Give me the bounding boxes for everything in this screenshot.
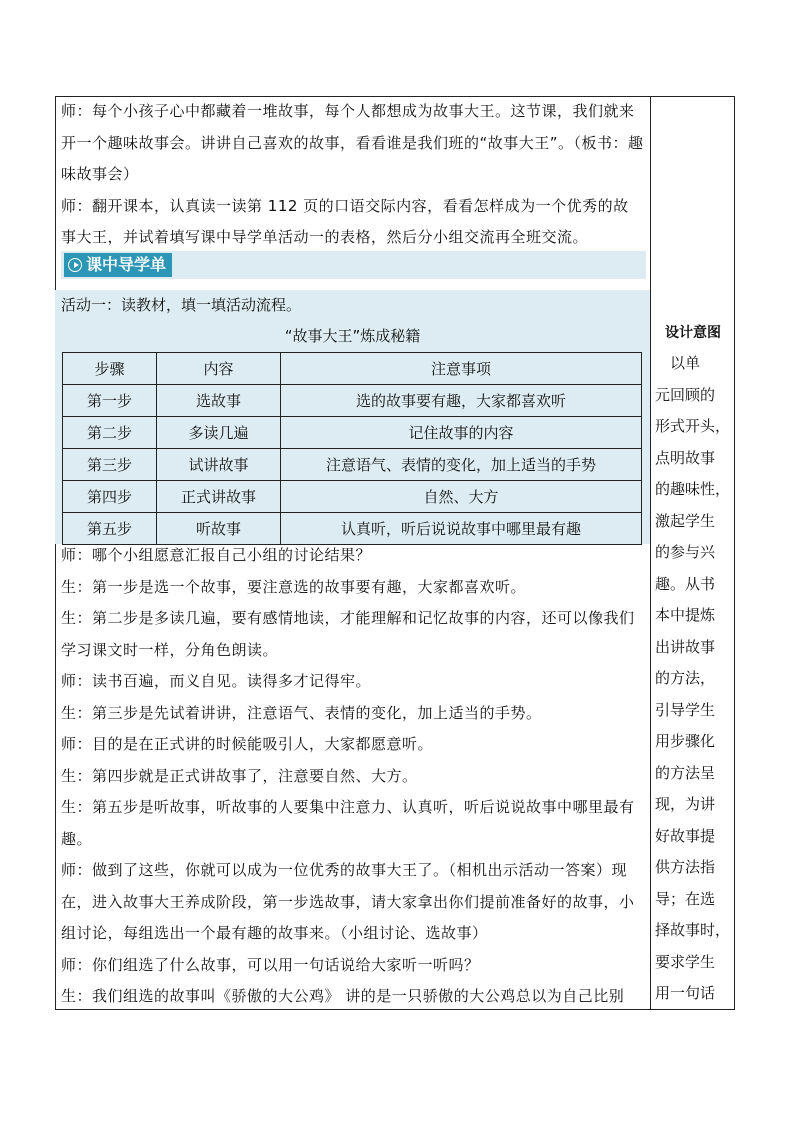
- dialogue-line: 师：读书百遍，而义自见。读得多才记得牢。: [61, 672, 372, 690]
- design-intent-line: 用步骤化: [655, 732, 716, 750]
- design-intent-line: 导；在选: [655, 889, 716, 908]
- table-cell: 多读几遍: [157, 417, 281, 449]
- design-intent-line: 择故事时，: [655, 921, 731, 939]
- design-intent-line: 元回顾的: [655, 385, 716, 404]
- design-intent-line: 激起学生: [655, 511, 716, 530]
- column-header: 内容: [157, 353, 281, 385]
- design-intent-title: 设计意图: [665, 325, 721, 341]
- design-intent-line: 要求学生: [655, 952, 716, 971]
- play-circle-icon: [68, 258, 82, 272]
- section-header: [61, 251, 646, 279]
- table-row: [63, 417, 642, 449]
- design-intent-line: 好故事提: [655, 826, 716, 845]
- dialogue-line: 生：我们组选的故事叫《骄傲的大公鸡》 讲的是一只骄傲的大公鸡总以为自己比别: [61, 987, 625, 1005]
- intro-paragraph-1: 师：每个小孩子心中都藏着一堆故事，每个人都想成为故事大王。这节课，我们就来开一个趣味故事会。讲讲自己喜欢的故事，看看谁是我们班的“故事大王”。（板书：趣味故事会）: [61, 102, 644, 183]
- table-cell: 选的故事要有趣，大家都喜欢听: [281, 385, 642, 417]
- section-title-badge: [64, 253, 172, 277]
- activity-title: 活动一：读教材，填一填活动流程。: [61, 296, 302, 314]
- table-header-row: [63, 353, 642, 385]
- table-cell: 自然、大方: [281, 481, 642, 513]
- design-intent-line: 点明故事: [655, 448, 716, 467]
- design-intent-line: 出讲故事: [655, 637, 716, 656]
- dialogue-line: 师：哪个小组愿意汇报自己小组的讨论结果？: [61, 546, 372, 564]
- steps-table: [62, 352, 642, 545]
- column-header: 注意事项: [281, 353, 642, 385]
- design-intent-line: 现，为讲: [655, 795, 716, 813]
- intro-text: [61, 96, 644, 254]
- table-cell: 第二步: [63, 417, 157, 449]
- dialogue-line: 生：第三步是先试着讲讲，注意语气、表情的变化，加上适当的手势。: [61, 703, 542, 722]
- intro-paragraph-2: 师：翻开课本，认真读一读第 112 页的口语交际内容，看看怎样成为一个优秀的故事大王，并试着填写课中导学单活动一的表格，然后分小组交流再全班交流。: [61, 196, 629, 246]
- design-intent-line: 的方法呈: [655, 763, 716, 782]
- table-cell: 记住故事的内容: [281, 417, 642, 449]
- design-intent-line: 本中提炼: [655, 606, 716, 624]
- design-intent-line: 供方法指: [655, 858, 716, 876]
- table-cell: 第一步: [63, 385, 157, 417]
- design-intent-line: 形式开头，: [655, 417, 731, 435]
- design-intent-line: 的参与兴: [655, 543, 716, 561]
- table-cell: 认真听，听后说说故事中哪里最有趣: [281, 513, 642, 545]
- design-intent-line: 引导学生: [655, 700, 716, 719]
- design-intent-column: [655, 318, 731, 1010]
- dialogue-line: 师：做到了这些，你就可以成为一位优秀的故事大王了。（相机出示活动一答案）现在，进入故事大王养成阶段，第一步选故事，请大家拿出你们提前准备好的故事，小组讨论，每组选出一个最有趣的故事来。（小组讨论、选故事）: [61, 861, 635, 942]
- table-cell: 选故事: [157, 385, 281, 417]
- dialogue-line: 生：第四步就是正式讲故事了，注意要自然、大方。: [61, 766, 418, 785]
- table-caption: “故事大王”炼成秘籍: [284, 327, 421, 345]
- dialogue-line: 生：第五步是听故事，听故事的人要集中注意力、认真听，听后说说故事中哪里最有趣。: [61, 798, 635, 848]
- table-cell: 正式讲故事: [157, 481, 281, 513]
- column-header: 步骤: [63, 353, 157, 385]
- table-cell: 注意语气、表情的变化，加上适当的手势: [281, 449, 642, 481]
- design-intent-line: 以单: [655, 354, 701, 372]
- table-cell: 听故事: [157, 513, 281, 545]
- table-cell: 试讲故事: [157, 449, 281, 481]
- design-intent-line: 的趣味性，: [655, 480, 731, 498]
- dialogue-line: 师：你们组选了什么故事，可以用一句话说给大家听一听吗？: [61, 955, 480, 974]
- dialogue-line: 师：目的是在正式讲的时候能吸引人，大家都愿意听。: [61, 735, 434, 753]
- dialogue-line: 生：第二步是多读几遍，要有感情地读，才能理解和记忆故事的内容，还可以像我们学习课文时一样，分角色朗读。: [61, 609, 635, 659]
- design-intent-line: 的方法，: [655, 669, 716, 687]
- table-cell: 第五步: [63, 513, 157, 545]
- column-divider: [650, 96, 651, 1010]
- dialogue-text: [61, 540, 644, 1013]
- dialogue-line: 生：第一步是选一个故事，要注意选的故事要有趣，大家都喜欢听。: [61, 577, 527, 596]
- table-row: [63, 481, 642, 513]
- section-title: 课中导学单: [86, 255, 167, 274]
- design-intent-line: 趣。从书: [655, 574, 716, 593]
- design-intent-line: 用一句话: [655, 984, 716, 1002]
- table-row: [63, 449, 642, 481]
- table-row: [63, 385, 642, 417]
- table-cell: 第四步: [63, 481, 157, 513]
- table-cell: 第三步: [63, 449, 157, 481]
